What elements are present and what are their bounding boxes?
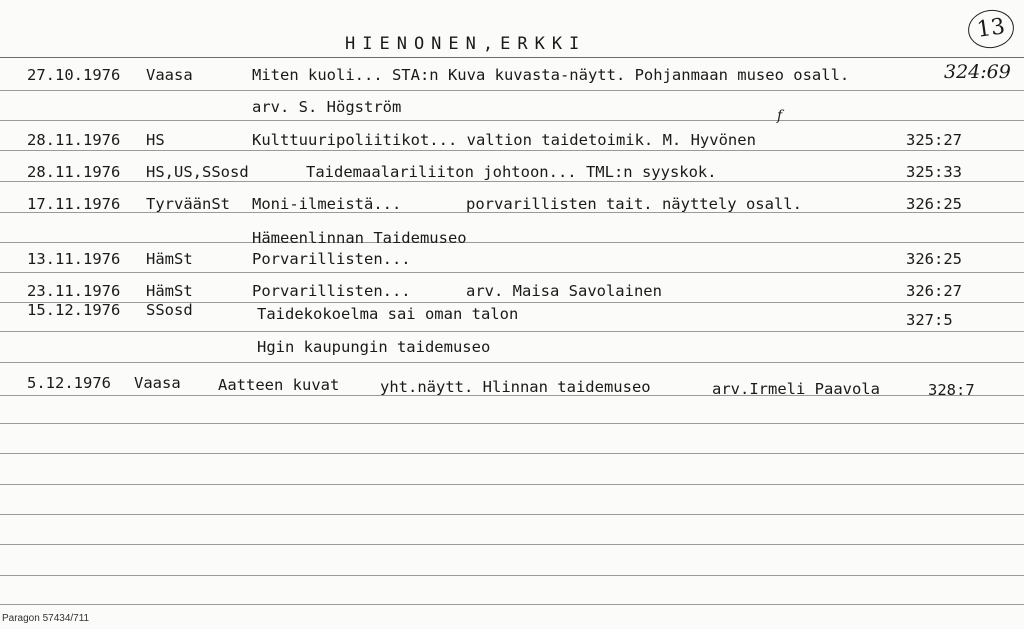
entry-text-detail: arv. Maisa Savolainen [466, 282, 662, 300]
rule-line [0, 544, 1024, 545]
entry-source: Vaasa [146, 66, 193, 84]
rule-line [0, 423, 1024, 424]
entry-text: Kulttuuripoliitikot... valtion taidetoimik. M. Hyvönen [252, 131, 756, 149]
entry-date: 15.12.1976 [27, 301, 121, 319]
entry-text: Porvarillisten... [252, 250, 411, 268]
card-number-circled: 13 [966, 7, 1017, 51]
entry-date: 28.11.1976 [27, 163, 121, 181]
rule-line [0, 242, 1024, 243]
entry-text: Miten kuoli... STA:n Kuva kuvasta-näytt. Pohjanmaan museo osall. [252, 66, 850, 84]
correction-mark: f [777, 108, 783, 124]
entry-date: 27.10.1976 [27, 66, 121, 84]
entry-text-detail: yht.näytt. Hlinnan taidemuseo [380, 378, 651, 396]
entry-continuation: Hämeenlinnan Taidemuseo [252, 229, 467, 247]
entry-source: TyrväänSt [146, 195, 230, 213]
rule-line [0, 514, 1024, 515]
entry-date: 17.11.1976 [27, 195, 121, 213]
rule-line [0, 181, 1024, 182]
entry-text: Taidekokoelma sai oman talon [257, 305, 519, 323]
entry-ref-handwritten: 324:69 [944, 61, 1011, 83]
entry-continuation: Hgin kaupungin taidemuseo [257, 338, 491, 356]
entry-text: Aatteen kuvat [218, 376, 340, 394]
card-title: HIENONEN,ERKKI [345, 34, 587, 54]
entry-text-reviewer: arv.Irmeli Paavola [712, 380, 880, 398]
rule-line [0, 331, 1024, 332]
entry-source: HämSt [146, 282, 193, 300]
entry-ref: 326:25 [906, 250, 962, 268]
rule-line [0, 120, 1024, 121]
entry-ref: 328:7 [928, 381, 975, 399]
rule-line [0, 575, 1024, 576]
entry-text: Taidemaalariliiton johtoon... TML:n syyskok. [306, 163, 717, 181]
entry-source: SSosd [146, 301, 193, 319]
printer-imprint: Paragon 57434/711 [2, 613, 90, 624]
entry-source: HS [146, 131, 165, 149]
rule-line [0, 150, 1024, 151]
entry-date: 28.11.1976 [27, 131, 121, 149]
rule-line [0, 484, 1024, 485]
rule-line [0, 604, 1024, 605]
rule-line [0, 90, 1024, 91]
entry-text: Porvarillisten... [252, 282, 411, 300]
entry-source: HämSt [146, 250, 193, 268]
entry-ref: 326:27 [906, 282, 962, 300]
entry-ref: 325:33 [906, 163, 962, 181]
entry-source: Vaasa [134, 374, 181, 392]
entry-text-detail: porvarillisten tait. näyttely osall. [466, 195, 802, 213]
entry-date: 5.12.1976 [27, 374, 111, 392]
entry-text: Moni-ilmeistä... [252, 195, 402, 213]
entry-ref: 326:25 [906, 195, 962, 213]
rule-line [0, 362, 1024, 363]
rule-line [0, 453, 1024, 454]
rule-line [0, 272, 1024, 273]
entry-ref: 327:5 [906, 311, 953, 329]
entry-date: 13.11.1976 [27, 250, 121, 268]
entry-date: 23.11.1976 [27, 282, 121, 300]
entry-ref: 325:27 [906, 131, 962, 149]
rule-line [0, 57, 1024, 58]
entry-source: HS,US,SSosd [146, 163, 249, 181]
entry-continuation: arv. S. Högström [252, 98, 402, 116]
